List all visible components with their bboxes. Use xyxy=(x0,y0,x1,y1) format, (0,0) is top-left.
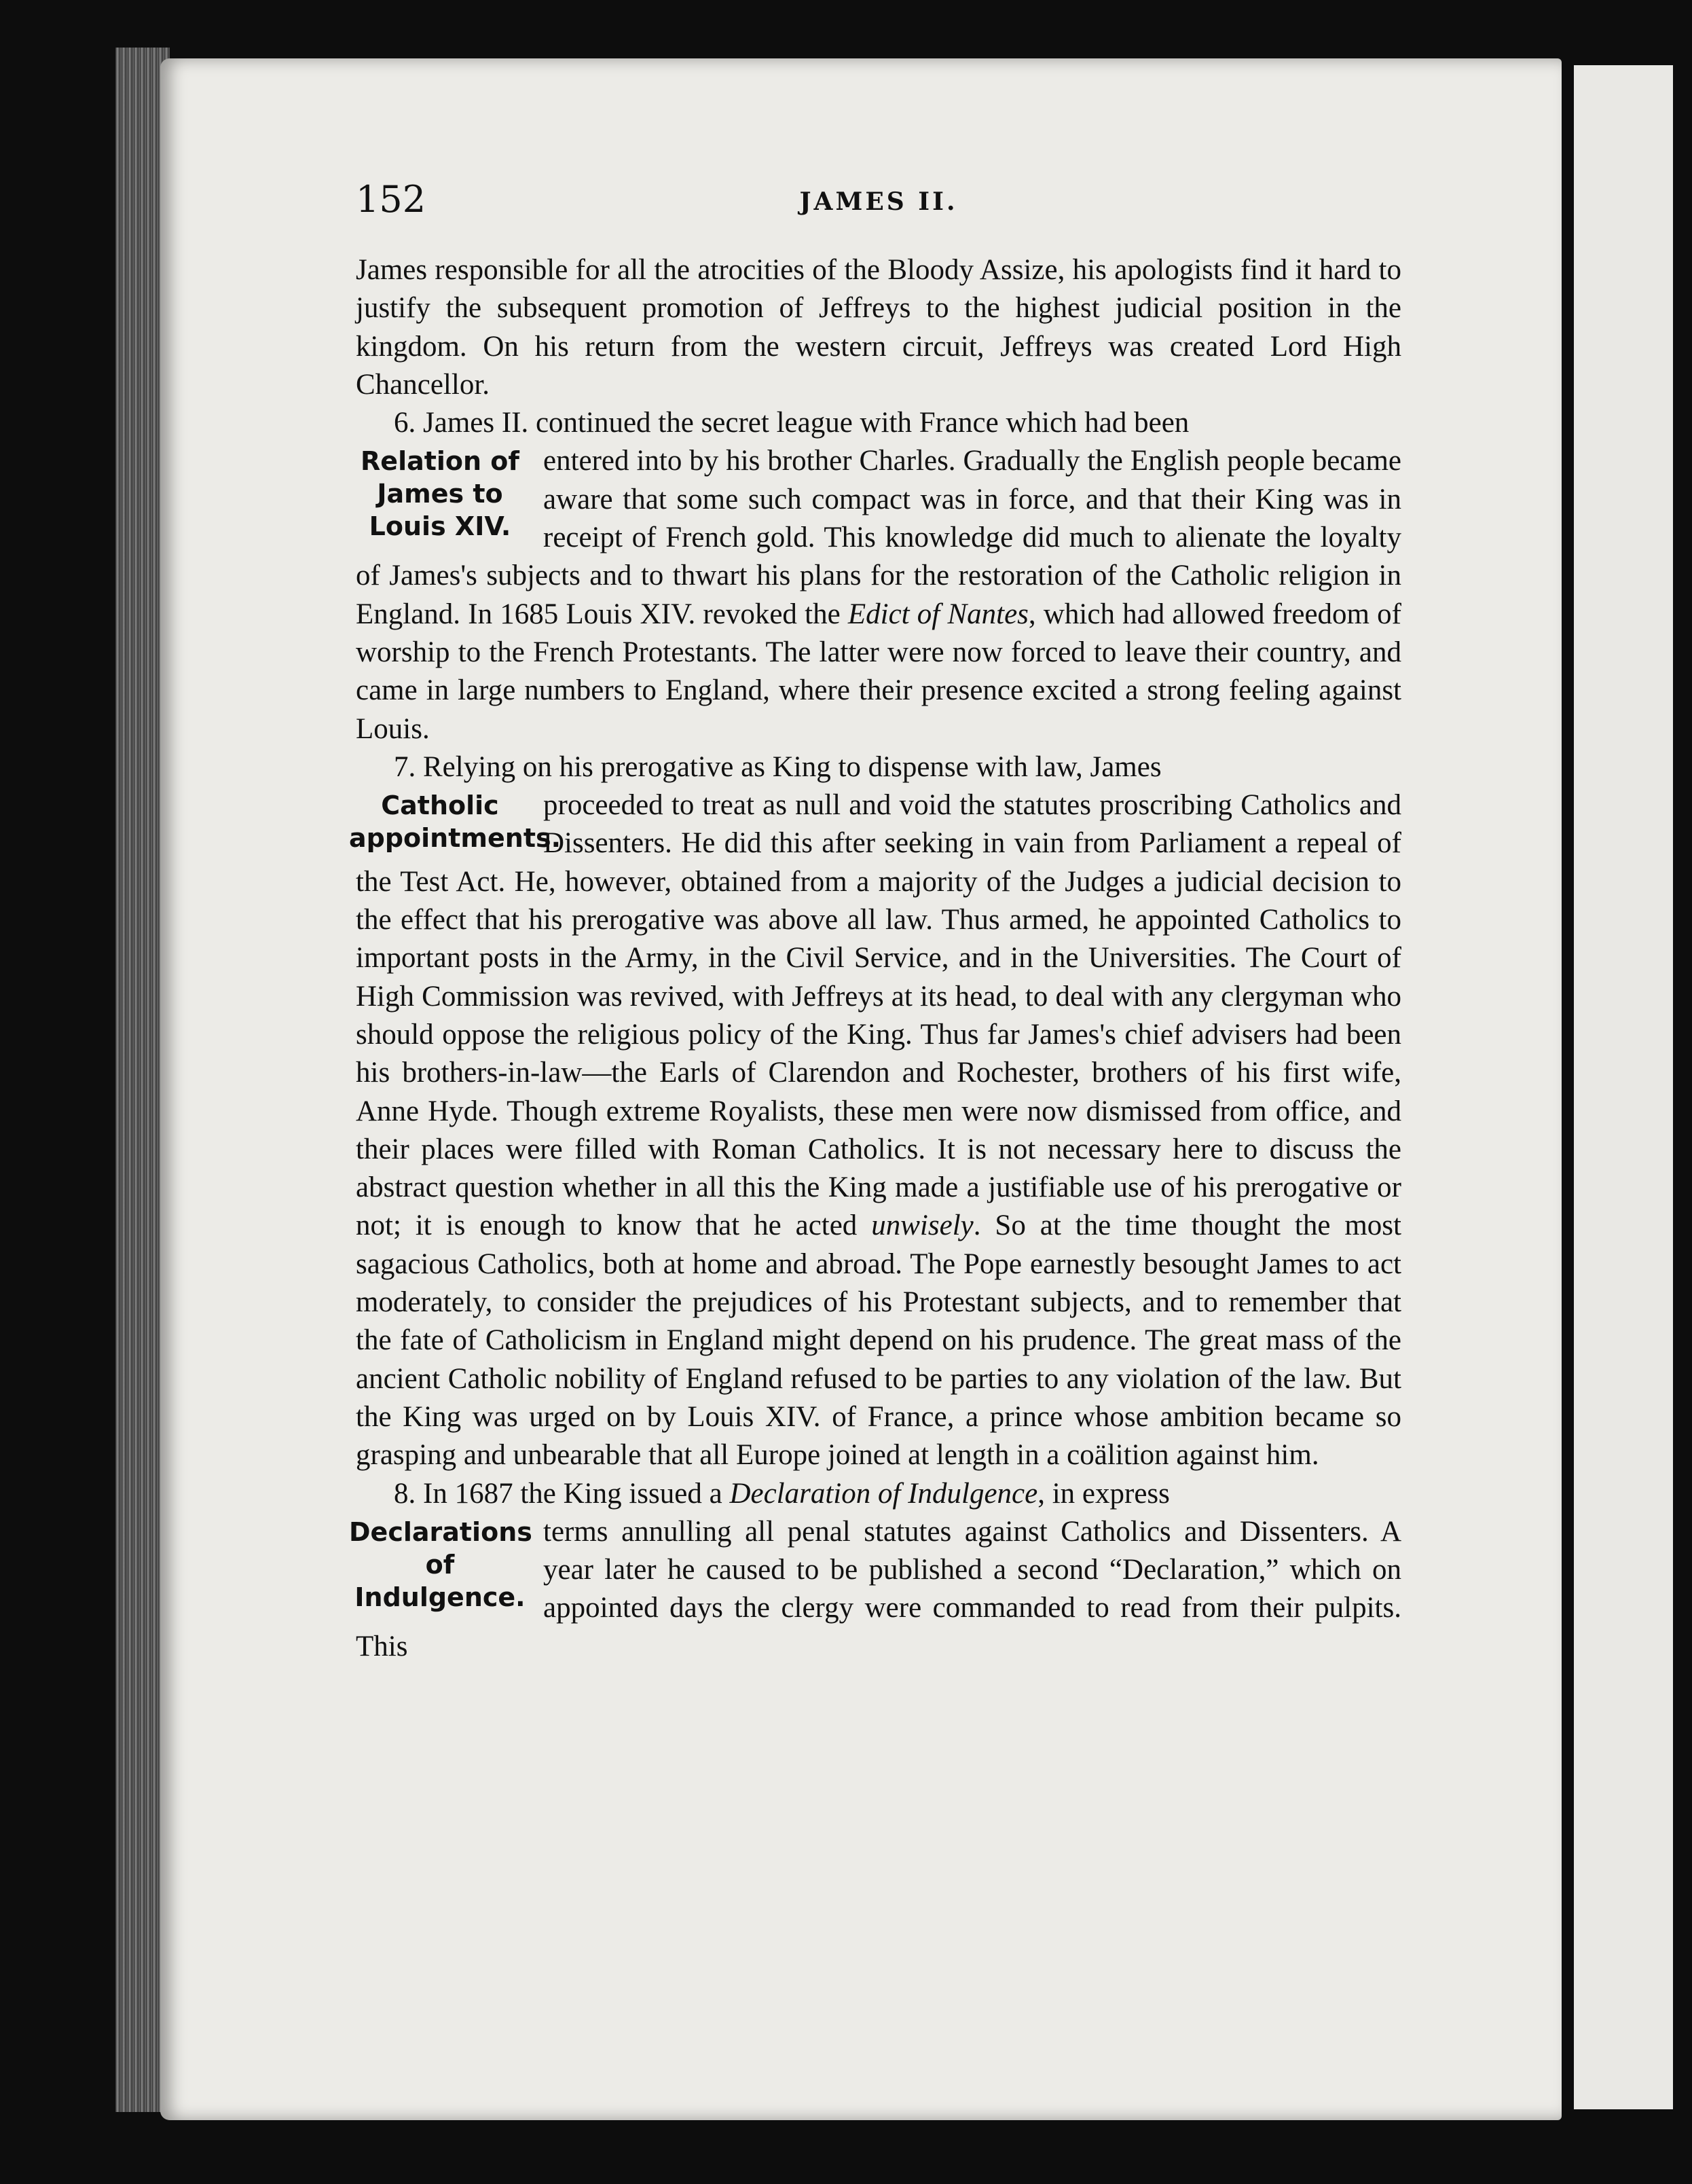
sidenote-relation-of-james: Relation of James to Louis XIV. xyxy=(361,446,519,542)
section-8-lead: 8. In 1687 the King issued a Declaration of Indulgence, in express xyxy=(394,1477,1170,1510)
section-6-body: Relation of James to Louis XIV. entered into by his brother Charles. Gradually the English people became aware that some such compact was in force, and that their King was in receipt of French gold. This knowledge did much to alienate the loyalty of James's subjects and to thwart his plans for the restoration of the Catholic religion in England. In 1685 Louis XIV. revoked the Edict of Nantes, which had allowed freedom of worship to the French Protestants. The latter were now forced to leave their country, and came in large numbers to England, where their presence excited a strong feeling against Louis. xyxy=(356,442,1401,748)
sidenote-catholic-appointments: Catholic appointments. xyxy=(349,790,562,854)
section-8-body: Declarations of Indulgence. terms annulling all penal statutes against Catholics and Dissenters. A year later he caused to be published a second “Declaration,” which on appointed days the clergy were commanded to read from their pulpits. This xyxy=(356,1513,1401,1666)
section-7-body: Catholic appointments. proceeded to treat as null and void the statutes proscribing Catholics and Dissenters. He did this after seeking in vain from Parliament a repeal of the Test Act. He, however, obtained from a majority of the Judges a judicial decision to the effect that his prerogative was above all law. Thus armed, he appointed Catholics to important posts in the Army, in the Civil Service, and in the Universities. The Court of High Commission was revived, with Jeffreys at its head, to deal with any clergyman who should oppose the religious policy of the King. Thus far James's chief advisers had been his brothers-in-law—the Earls of Clarendon and Rochester, brothers of his first wife, Anne Hyde. Though extreme Royalists, these men were now dismissed from office, and their places were filled with Roman Catholics. It is not necessary here to discuss the abstract question whether in all this the King made a justifiable use of his prerogative or not; it is enough to know that he acted unwisely. So at the time thought the most sagacious Catholics, both at home and abroad. The Pope earnestly besought James to act moderately, to consider the prejudices of his Protestant subjects, and to remember that the fate of Catholicism in England might depend on his prudence. The great mass of the ancient Catholic nobility of England refused to be parties to any violation of the law. But the King was urged on by Louis XIV. of France, a prince whose ambition became so grasping and unbearable that all Europe joined at length in a coälition against him. xyxy=(356,786,1401,1474)
section-6-lead: 6. James II. continued the secret league with France which had been xyxy=(394,407,1190,439)
running-head: JAMES II. xyxy=(799,187,958,216)
body-text xyxy=(349,251,1402,1666)
paragraph-continued: James responsible for all the atrocities of the Bloody Assize, his apologists find it hard to justify the subsequent promotion of Jeffreys to the highest judicial position in the kingdom. On his return from the western circuit, Jeffreys was created Lord High Chancellor. xyxy=(356,254,1401,401)
facing-page-edge xyxy=(1574,65,1673,2109)
section-7-lead: 7. Relying on his prerogative as King to dispense with law, James xyxy=(394,750,1162,783)
page-number: 152 xyxy=(356,178,426,221)
page-header xyxy=(356,178,1401,232)
sidenote-declarations-of-indulgence: Declarations of Indulgence. xyxy=(349,1516,532,1612)
